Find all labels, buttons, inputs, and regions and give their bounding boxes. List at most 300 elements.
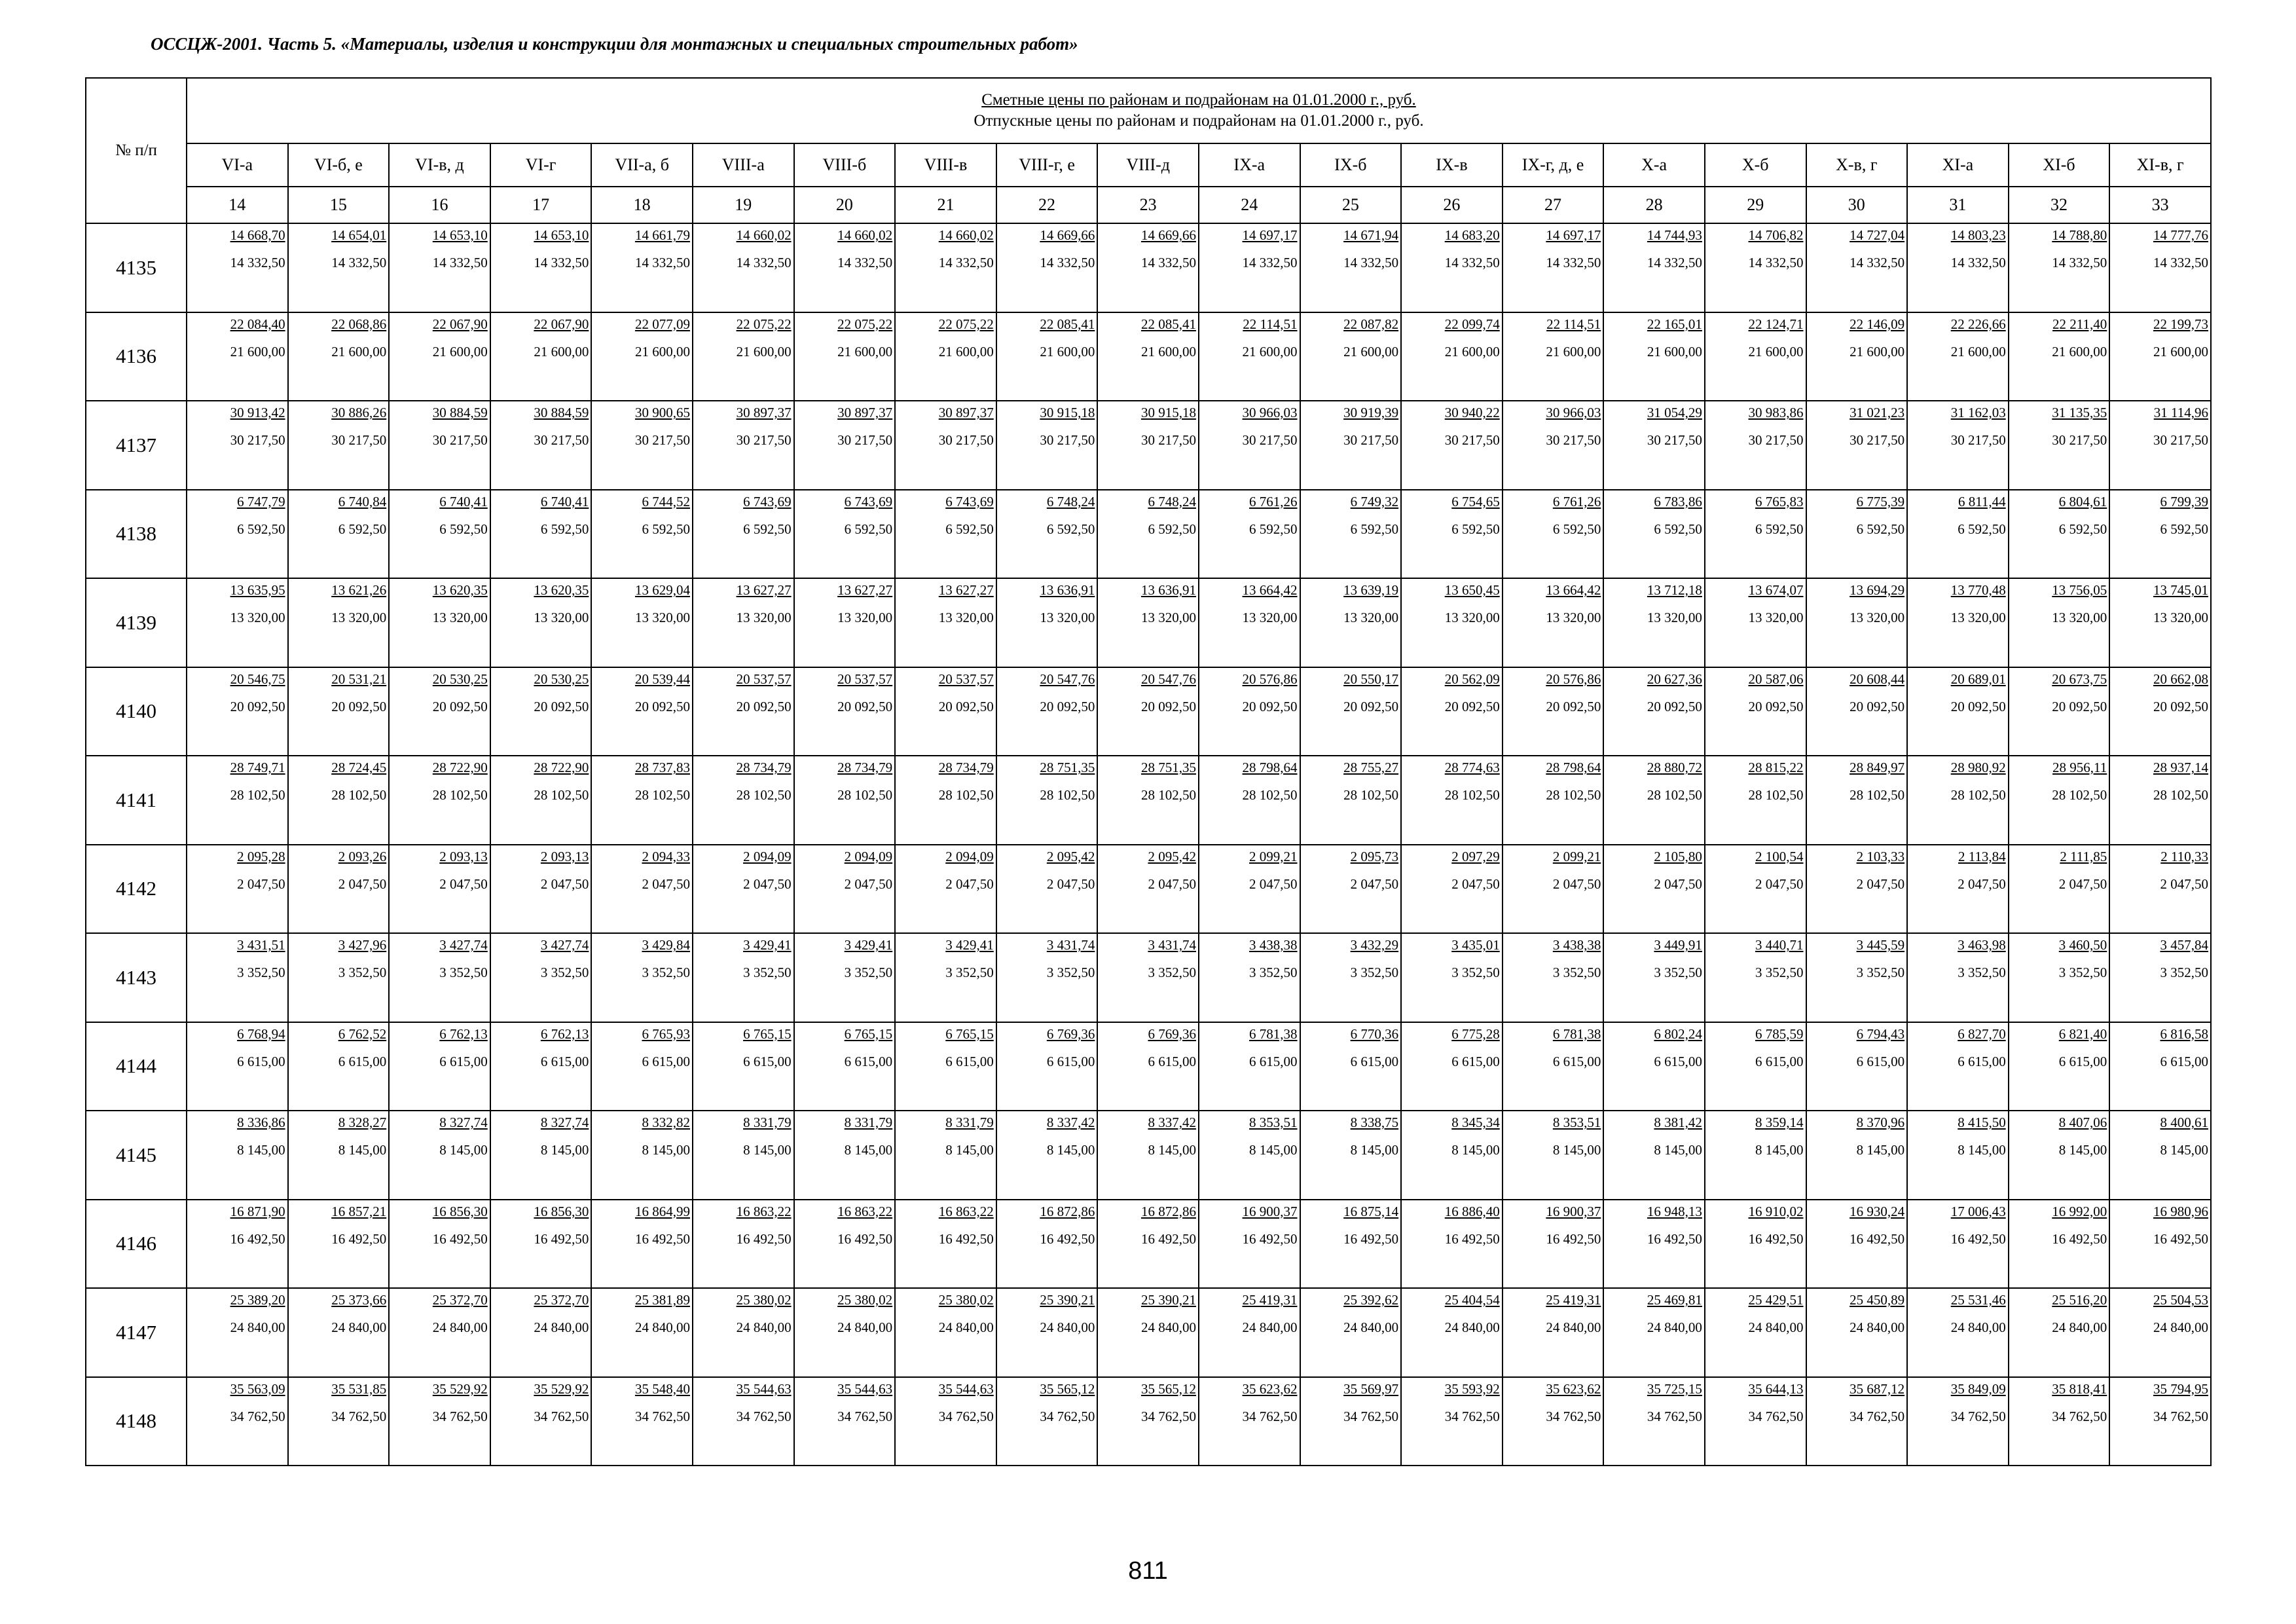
table-row <box>86 223 2211 312</box>
price-cell <box>2009 667 2110 756</box>
release-price: 13 320,00 <box>331 610 387 625</box>
release-price: 2 047,50 <box>1249 876 1298 892</box>
release-price: 16 492,50 <box>331 1230 387 1247</box>
release-price: 8 145,00 <box>439 1142 488 1158</box>
price-cell <box>490 1022 592 1111</box>
price-cell <box>2009 845 2110 934</box>
estimated-price: 30 900,65 <box>634 405 690 420</box>
price-cell <box>1705 1288 1806 1377</box>
price-cell <box>490 1200 592 1289</box>
column-number: 19 <box>693 187 794 223</box>
price-cell <box>996 667 1098 756</box>
estimated-price: 6 785,59 <box>1755 1025 1804 1042</box>
release-price: 24 840,00 <box>1444 1320 1500 1335</box>
estimated-price: 6 765,15 <box>743 1025 792 1042</box>
row-number: 4145 <box>86 1111 187 1200</box>
district-header: X-в, г <box>1806 143 1908 187</box>
estimated-price: 8 337,42 <box>1148 1115 1196 1130</box>
column-number: 25 <box>1300 187 1402 223</box>
estimated-price: 35 818,41 <box>2052 1380 2107 1397</box>
estimated-price: 8 327,74 <box>439 1115 488 1130</box>
price-cell <box>1705 490 1806 579</box>
estimated-price: 6 748,24 <box>1046 493 1095 509</box>
price-cell <box>389 756 490 845</box>
price-cell <box>1300 1022 1402 1111</box>
release-price: 13 320,00 <box>736 610 792 625</box>
estimated-price: 35 725,15 <box>1647 1380 1702 1397</box>
release-price: 8 145,00 <box>945 1142 994 1158</box>
price-cell <box>1503 223 1604 312</box>
price-cell <box>2009 490 2110 579</box>
release-price: 28 102,50 <box>634 787 690 803</box>
release-price: 30 217,50 <box>837 432 893 448</box>
price-cell <box>2009 1111 2110 1200</box>
release-price: 16 492,50 <box>1950 1230 2006 1247</box>
price-cell <box>187 933 288 1022</box>
price-cell <box>1907 1111 2009 1200</box>
column-number: 23 <box>1097 187 1199 223</box>
release-price: 28 102,50 <box>1546 787 1601 803</box>
estimated-price: 20 547,76 <box>1140 671 1196 687</box>
release-price: 2 047,50 <box>945 876 994 892</box>
price-cell <box>895 401 996 490</box>
release-price: 13 320,00 <box>432 610 488 625</box>
price-cell <box>591 1200 693 1289</box>
release-price: 6 615,00 <box>2160 1053 2208 1069</box>
estimated-price: 35 623,62 <box>1546 1380 1601 1397</box>
price-cell <box>895 223 996 312</box>
price-cell <box>288 223 390 312</box>
release-price: 3 352,50 <box>2058 965 2107 980</box>
release-price: 14 332,50 <box>736 255 792 270</box>
release-price: 16 492,50 <box>1140 1230 1196 1247</box>
price-cell <box>1503 1200 1604 1289</box>
price-cell <box>693 667 794 756</box>
estimated-price: 6 827,70 <box>1958 1025 2006 1042</box>
price-cell <box>1806 1111 1908 1200</box>
estimated-price: 16 930,24 <box>1850 1203 1905 1219</box>
release-price: 13 320,00 <box>634 610 690 625</box>
estimated-price: 3 431,51 <box>237 937 285 953</box>
estimated-price: 25 429,51 <box>1748 1292 1804 1308</box>
price-cell <box>1806 1377 1908 1466</box>
release-price: 34 762,50 <box>1950 1408 2006 1424</box>
release-price: 21 600,00 <box>1343 343 1399 360</box>
price-cell <box>1401 756 1503 845</box>
release-price: 8 145,00 <box>1755 1142 1804 1158</box>
estimated-price: 13 635,95 <box>230 582 285 598</box>
price-cell <box>1199 1288 1300 1377</box>
price-cell <box>1199 756 1300 845</box>
release-price: 21 600,00 <box>837 343 893 360</box>
release-price: 34 762,50 <box>1343 1408 1399 1424</box>
estimated-price: 25 381,89 <box>634 1292 690 1308</box>
release-price: 20 092,50 <box>534 698 589 714</box>
price-cell <box>1907 667 2009 756</box>
price-cell <box>591 1377 693 1466</box>
estimated-price: 8 345,34 <box>1451 1115 1500 1130</box>
release-price: 13 320,00 <box>534 610 589 625</box>
price-cell <box>794 578 896 667</box>
estimated-price: 13 621,26 <box>331 582 387 598</box>
estimated-price: 22 067,90 <box>534 316 589 332</box>
release-price: 6 592,50 <box>2160 521 2208 537</box>
release-price: 14 332,50 <box>1850 255 1905 270</box>
price-table <box>85 77 2212 1466</box>
price-cell <box>187 401 288 490</box>
estimated-price: 3 457,84 <box>2160 937 2208 953</box>
release-price: 6 592,50 <box>1755 521 1804 537</box>
price-cell <box>591 933 693 1022</box>
estimated-price: 31 135,35 <box>2052 405 2107 420</box>
estimated-price: 16 864,99 <box>634 1203 690 1219</box>
estimated-price: 25 380,02 <box>837 1292 893 1308</box>
estimated-price: 35 687,12 <box>1850 1380 1905 1397</box>
table-row <box>86 667 2211 756</box>
estimated-price: 6 775,39 <box>1856 493 1905 509</box>
price-cell <box>1503 401 1604 490</box>
release-price: 28 102,50 <box>1850 787 1905 803</box>
estimated-price: 16 910,02 <box>1748 1203 1804 1219</box>
release-price: 6 592,50 <box>2058 521 2107 537</box>
column-number: 29 <box>1705 187 1806 223</box>
price-cell <box>895 312 996 401</box>
release-price: 21 600,00 <box>634 343 690 360</box>
row-number: 4148 <box>86 1377 187 1466</box>
price-cell <box>895 845 996 934</box>
release-price: 14 332,50 <box>837 255 893 270</box>
column-number: 16 <box>389 187 490 223</box>
price-cell <box>1806 578 1908 667</box>
price-cell <box>794 223 896 312</box>
price-cell <box>389 312 490 401</box>
release-price: 16 492,50 <box>2153 1230 2208 1247</box>
release-price: 2 047,50 <box>1046 876 1095 892</box>
table-row <box>86 756 2211 845</box>
price-cell <box>996 1200 1098 1289</box>
price-cell <box>1300 1111 1402 1200</box>
estimated-price: 6 762,13 <box>439 1025 488 1042</box>
estimated-price: 8 381,42 <box>1654 1115 1702 1130</box>
release-price: 16 492,50 <box>1040 1230 1095 1247</box>
price-cell <box>1806 490 1908 579</box>
release-price: 21 600,00 <box>331 343 387 360</box>
estimated-price: 6 740,41 <box>540 493 589 509</box>
release-price: 30 217,50 <box>2153 432 2208 448</box>
release-price: 2 047,50 <box>1856 876 1905 892</box>
price-cell <box>794 933 896 1022</box>
estimated-price: 3 445,59 <box>1856 937 1905 953</box>
row-number: 4136 <box>86 312 187 401</box>
release-price: 21 600,00 <box>1140 343 1196 360</box>
district-header: VIII-а <box>693 143 794 187</box>
release-price: 13 320,00 <box>1444 610 1500 625</box>
estimated-price: 8 353,51 <box>1552 1115 1601 1130</box>
release-price: 8 145,00 <box>1958 1142 2006 1158</box>
column-number: 18 <box>591 187 693 223</box>
estimated-price: 6 762,52 <box>338 1025 387 1042</box>
price-cell <box>1907 578 2009 667</box>
estimated-price: 28 749,71 <box>230 760 285 775</box>
release-price: 6 592,50 <box>338 521 387 537</box>
release-price: 2 047,50 <box>743 876 792 892</box>
price-cell <box>1705 223 1806 312</box>
release-price: 16 492,50 <box>938 1230 994 1247</box>
estimated-price: 14 803,23 <box>1950 227 2006 243</box>
release-price: 24 840,00 <box>331 1320 387 1335</box>
release-price: 30 217,50 <box>634 432 690 448</box>
price-cell <box>187 1288 288 1377</box>
estimated-price: 6 811,44 <box>1958 493 2006 509</box>
estimated-price: 16 900,37 <box>1242 1203 1298 1219</box>
estimated-price: 14 671,94 <box>1343 227 1399 243</box>
release-price: 24 840,00 <box>1546 1320 1601 1335</box>
release-price: 14 332,50 <box>534 255 589 270</box>
release-price: 3 352,50 <box>1552 965 1601 980</box>
release-price: 24 840,00 <box>837 1320 893 1335</box>
price-cell <box>389 1288 490 1377</box>
estimated-price: 35 548,40 <box>634 1380 690 1397</box>
release-price: 14 332,50 <box>230 255 285 270</box>
row-number: 4140 <box>86 667 187 756</box>
release-price: 28 102,50 <box>1647 787 1702 803</box>
price-cell <box>1907 312 2009 401</box>
price-cell <box>1300 1200 1402 1289</box>
estimated-price: 20 537,57 <box>938 671 994 687</box>
release-price: 8 145,00 <box>1451 1142 1500 1158</box>
release-price: 30 217,50 <box>1343 432 1399 448</box>
release-price: 30 217,50 <box>1242 432 1298 448</box>
price-cell <box>1300 223 1402 312</box>
price-cell <box>1199 401 1300 490</box>
release-price: 20 092,50 <box>1343 698 1399 714</box>
estimated-price: 2 094,09 <box>743 848 792 864</box>
price-cell <box>1300 845 1402 934</box>
release-price: 20 092,50 <box>331 698 387 714</box>
column-number: 27 <box>1503 187 1604 223</box>
estimated-price: 13 627,27 <box>837 582 893 598</box>
estimated-price: 3 427,96 <box>338 937 387 953</box>
release-price: 13 320,00 <box>1748 610 1804 625</box>
estimated-price: 14 683,20 <box>1444 227 1500 243</box>
price-cell <box>794 845 896 934</box>
district-header: IX-в <box>1401 143 1503 187</box>
district-header: VI-в, д <box>389 143 490 187</box>
district-header: XI-в, г <box>2109 143 2211 187</box>
release-price: 30 217,50 <box>2052 432 2107 448</box>
price-cell <box>693 845 794 934</box>
price-cell <box>1097 1377 1199 1466</box>
release-price: 28 102,50 <box>534 787 589 803</box>
release-price: 6 615,00 <box>1046 1053 1095 1069</box>
release-price: 34 762,50 <box>1748 1408 1804 1424</box>
estimated-price: 3 463,98 <box>1958 937 2006 953</box>
release-price: 16 492,50 <box>1242 1230 1298 1247</box>
release-price: 3 352,50 <box>642 965 690 980</box>
release-price: 3 352,50 <box>945 965 994 980</box>
estimated-price: 20 587,06 <box>1748 671 1804 687</box>
estimated-price: 3 438,38 <box>1552 937 1601 953</box>
estimated-price: 25 504,53 <box>2153 1292 2208 1308</box>
estimated-price: 22 075,22 <box>837 316 893 332</box>
release-price: 16 492,50 <box>534 1230 589 1247</box>
estimated-price: 22 075,22 <box>736 316 792 332</box>
price-cell <box>1907 1288 2009 1377</box>
estimated-price: 31 021,23 <box>1850 405 1905 420</box>
price-cell <box>1603 1377 1705 1466</box>
release-price: 34 762,50 <box>1444 1408 1500 1424</box>
price-cell <box>1603 667 1705 756</box>
release-price: 20 092,50 <box>1748 698 1804 714</box>
release-price: 21 600,00 <box>230 343 285 360</box>
estimated-price: 14 706,82 <box>1748 227 1804 243</box>
release-price: 6 592,50 <box>1148 521 1196 537</box>
release-price: 6 615,00 <box>743 1053 792 1069</box>
price-cell <box>490 756 592 845</box>
price-cell <box>693 578 794 667</box>
estimated-price: 13 674,07 <box>1748 582 1804 598</box>
estimated-price: 14 669,66 <box>1040 227 1095 243</box>
release-price: 14 332,50 <box>938 255 994 270</box>
estimated-price: 14 653,10 <box>534 227 589 243</box>
price-cell <box>2109 1200 2211 1289</box>
price-cell <box>1097 756 1199 845</box>
price-cell <box>895 490 996 579</box>
price-cell <box>1199 933 1300 1022</box>
district-header: VII-а, б <box>591 143 693 187</box>
district-header: VIII-д <box>1097 143 1199 187</box>
estimated-price: 14 660,02 <box>938 227 994 243</box>
estimated-price: 25 372,70 <box>432 1292 488 1308</box>
release-price: 14 332,50 <box>1748 255 1804 270</box>
estimated-price: 3 449,91 <box>1654 937 1702 953</box>
release-price: 34 762,50 <box>534 1408 589 1424</box>
price-cell <box>490 1111 592 1200</box>
row-number: 4138 <box>86 490 187 579</box>
estimated-price: 22 077,09 <box>634 316 690 332</box>
estimated-price: 35 565,12 <box>1140 1380 1196 1397</box>
estimated-price: 28 724,45 <box>331 760 387 775</box>
estimated-price: 8 370,96 <box>1856 1115 1905 1130</box>
price-cell <box>2109 1288 2211 1377</box>
release-price: 6 592,50 <box>1958 521 2006 537</box>
release-price: 8 145,00 <box>338 1142 387 1158</box>
release-price: 20 092,50 <box>1040 698 1095 714</box>
release-price: 13 320,00 <box>1546 610 1601 625</box>
estimated-price: 16 872,86 <box>1040 1203 1095 1219</box>
estimated-price: 8 331,79 <box>844 1115 893 1130</box>
price-cell <box>996 1377 1098 1466</box>
release-price: 2 047,50 <box>642 876 690 892</box>
release-price: 34 762,50 <box>634 1408 690 1424</box>
estimated-price: 14 660,02 <box>736 227 792 243</box>
price-cell <box>2109 1022 2211 1111</box>
release-price: 3 352,50 <box>1755 965 1804 980</box>
price-cell <box>591 845 693 934</box>
release-price: 20 092,50 <box>736 698 792 714</box>
release-price: 24 840,00 <box>1040 1320 1095 1335</box>
price-cell <box>1705 933 1806 1022</box>
estimated-price: 6 765,15 <box>844 1025 893 1042</box>
release-price: 2 047,50 <box>844 876 893 892</box>
price-cell <box>1199 845 1300 934</box>
price-cell <box>1097 1200 1199 1289</box>
column-number: 20 <box>794 187 896 223</box>
price-cell <box>288 312 390 401</box>
release-price: 30 217,50 <box>1040 432 1095 448</box>
estimated-price: 22 114,51 <box>1546 316 1601 332</box>
release-price: 8 145,00 <box>1148 1142 1196 1158</box>
price-cell <box>187 667 288 756</box>
table-row <box>86 933 2211 1022</box>
estimated-price: 30 915,18 <box>1040 405 1095 420</box>
table-row <box>86 1022 2211 1111</box>
estimated-price: 22 099,74 <box>1444 316 1500 332</box>
price-cell <box>996 845 1098 934</box>
estimated-price: 8 415,50 <box>1958 1115 2006 1130</box>
release-price: 8 145,00 <box>743 1142 792 1158</box>
row-number: 4135 <box>86 223 187 312</box>
release-price: 3 352,50 <box>1046 965 1095 980</box>
estimated-price: 30 940,22 <box>1444 405 1500 420</box>
estimated-price: 13 694,29 <box>1850 582 1905 598</box>
estimated-price: 35 565,12 <box>1040 1380 1095 1397</box>
release-price: 3 352,50 <box>1856 965 1905 980</box>
price-cell <box>895 1200 996 1289</box>
release-price: 2 047,50 <box>439 876 488 892</box>
release-price: 8 145,00 <box>1552 1142 1601 1158</box>
running-header: ОССЦЖ-2001. Часть 5. «Материалы, изделия и конструкции для монтажных и специальных строительных работ» <box>151 34 1078 54</box>
release-price: 20 092,50 <box>1850 698 1905 714</box>
release-price: 16 492,50 <box>837 1230 893 1247</box>
estimated-price: 8 336,86 <box>237 1115 285 1130</box>
price-cell <box>1401 1288 1503 1377</box>
estimated-price: 22 087,82 <box>1343 316 1399 332</box>
estimated-price: 3 429,41 <box>743 937 792 953</box>
price-cell <box>1199 223 1300 312</box>
estimated-price: 8 331,79 <box>743 1115 792 1130</box>
estimated-price: 28 880,72 <box>1647 760 1702 775</box>
release-price: 6 615,00 <box>642 1053 690 1069</box>
estimated-price: 16 948,13 <box>1647 1203 1702 1219</box>
price-cell <box>2109 223 2211 312</box>
price-cell <box>996 1022 1098 1111</box>
release-price: 28 102,50 <box>1040 787 1095 803</box>
estimated-price: 14 744,93 <box>1647 227 1702 243</box>
estimated-price: 3 431,74 <box>1148 937 1196 953</box>
estimated-price: 14 727,04 <box>1850 227 1905 243</box>
release-price: 13 320,00 <box>1040 610 1095 625</box>
estimated-price: 30 913,42 <box>230 405 285 420</box>
release-price: 16 492,50 <box>1647 1230 1702 1247</box>
price-cell <box>996 401 1098 490</box>
release-price: 24 840,00 <box>1343 1320 1399 1335</box>
release-price: 24 840,00 <box>938 1320 994 1335</box>
price-cell <box>2009 312 2110 401</box>
estimated-price: 13 745,01 <box>2153 582 2208 598</box>
estimated-price: 28 937,14 <box>2153 760 2208 775</box>
price-cell <box>1603 490 1705 579</box>
release-price: 34 762,50 <box>1546 1408 1601 1424</box>
release-price: 34 762,50 <box>230 1408 285 1424</box>
release-price: 2 047,50 <box>1958 876 2006 892</box>
price-cell <box>1907 1200 2009 1289</box>
estimated-price: 6 770,36 <box>1350 1025 1399 1042</box>
price-cell <box>1401 845 1503 934</box>
release-price: 8 145,00 <box>237 1142 285 1158</box>
estimated-price: 3 440,71 <box>1755 937 1804 953</box>
price-cell <box>895 1022 996 1111</box>
